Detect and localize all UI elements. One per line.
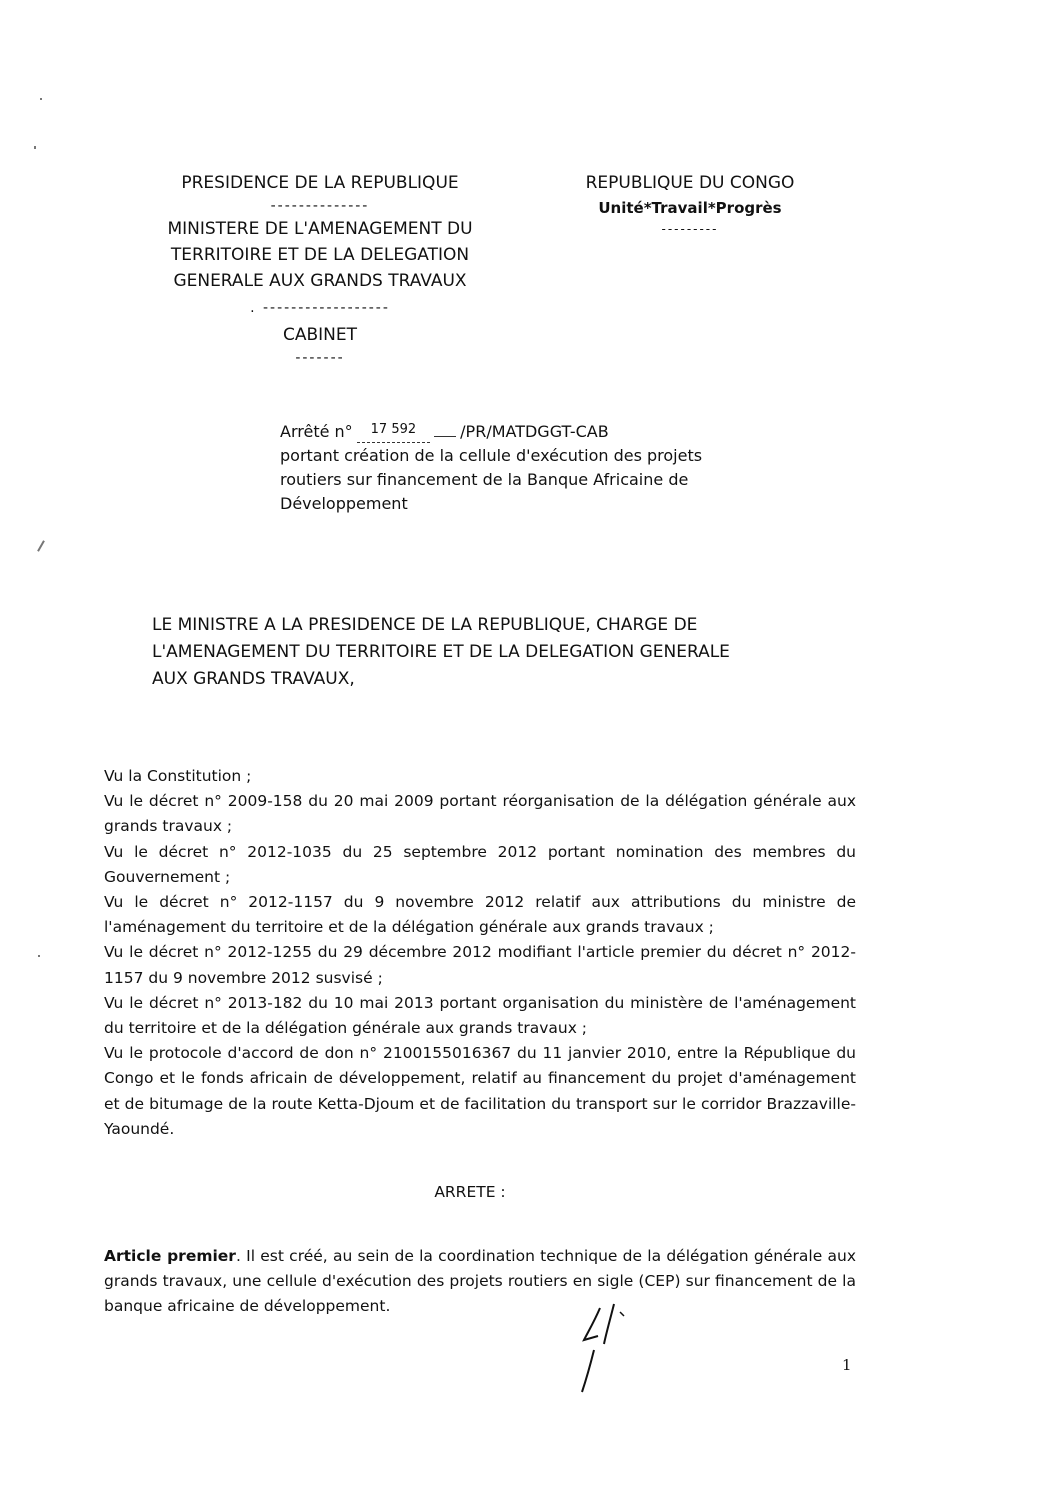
decree-suffix: /PR/MATDGGT-CAB	[460, 422, 609, 441]
header-right-block	[560, 170, 820, 238]
decree-reference	[280, 418, 800, 516]
national-motto: Unité*Travail*Progrès	[598, 199, 782, 217]
visa-item: Vu le décret n° 2013-182 du 10 mai 2013 portant organisation du ministère de l'aménagement du territoire et de la délégation générale aux grands travaux ;	[104, 993, 856, 1038]
separator-dashes: -------	[295, 350, 345, 366]
scan-speck	[34, 146, 36, 149]
header-left-block	[120, 170, 520, 368]
minister-heading	[152, 612, 832, 693]
arrete-heading: ARRETE :	[434, 1183, 506, 1201]
decree-subject-line-2: routiers sur financement de la Banque Africaine de	[280, 470, 689, 489]
separator-dashes: . ------------------	[250, 300, 390, 316]
ministry-title-line-1: MINISTERE DE L'AMENAGEMENT DU	[167, 219, 473, 239]
cabinet-label: CABINET	[282, 325, 358, 345]
presidency-title: PRESIDENCE DE LA REPUBLIQUE	[181, 173, 459, 193]
visa-item: Vu le décret n° 2009-158 du 20 mai 2009 portant réorganisation de la délégation générale aux grands travaux ;	[104, 792, 856, 836]
minister-heading-line-1: LE MINISTRE A LA PRESIDENCE DE LA REPUBLIQUE, CHARGE DE	[152, 615, 698, 635]
scan-speck	[37, 540, 45, 551]
legal-references	[104, 764, 856, 1142]
visa-item: Vu le décret n° 2012-1255 du 29 décembre 2012 modifiant l'article premier du décret n° 2012-1157 du 9 novembre 2012 susvisé ;	[104, 943, 856, 987]
minister-heading-line-2: L'AMENAGEMENT DU TERRITOIRE ET DE LA DELEGATION GENERALE	[152, 642, 730, 662]
separator-dashes: --------------	[270, 198, 370, 214]
visa-item: Vu le décret n° 2012-1035 du 25 septembre 2012 portant nomination des membres du Gouvernement ;	[104, 842, 856, 886]
minister-heading-line-3: AUX GRANDS TRAVAUX,	[152, 669, 355, 689]
article-text: . Il est créé, au sein de la coordination technique de la délégation générale aux grands travaux, une cellule d'exécution des projets routiers en sigle (CEP) sur financement de la banque africaine de développement.	[104, 1247, 857, 1315]
scan-speck	[40, 98, 42, 100]
visa-item: Vu le décret n° 2012-1157 du 9 novembre 2012 relatif aux attributions du ministre de l'aménagement du territoire et de la délégation générale aux grands travaux ;	[104, 893, 856, 937]
country-title: REPUBLIQUE DU CONGO	[585, 173, 795, 193]
decree-prefix: Arrêté n°	[280, 422, 353, 441]
article-premier	[104, 1244, 856, 1319]
initials-signature-mark	[570, 1300, 630, 1395]
decree-subject-line-1: portant création de la cellule d'exécution des projets	[280, 446, 703, 465]
decree-number: 17 592	[357, 418, 431, 443]
visa-item: Vu le protocole d'accord de don n° 2100155016367 du 11 janvier 2010, entre la République du Congo et le fonds africain de développement, relatif au financement du projet d'aménagement et de bitumage de la route Ketta-Djoum et de facilitation du transport sur le corridor Brazzaville-Yaoundé.	[104, 1044, 856, 1138]
ministry-title-line-2: TERRITOIRE ET DE LA DELEGATION	[170, 245, 470, 265]
decree-subject-line-3: Développement	[280, 494, 408, 513]
visa-item: Vu la Constitution ;	[104, 767, 252, 785]
underline-blank	[434, 436, 456, 437]
ministry-title-line-3: GENERALE AUX GRANDS TRAVAUX	[173, 271, 467, 291]
page-number: 1	[842, 1356, 852, 1374]
article-label: Article premier	[104, 1247, 236, 1265]
separator-dashes: ---------	[661, 222, 719, 236]
decree-number-line	[280, 418, 800, 444]
scan-speck	[38, 955, 40, 957]
